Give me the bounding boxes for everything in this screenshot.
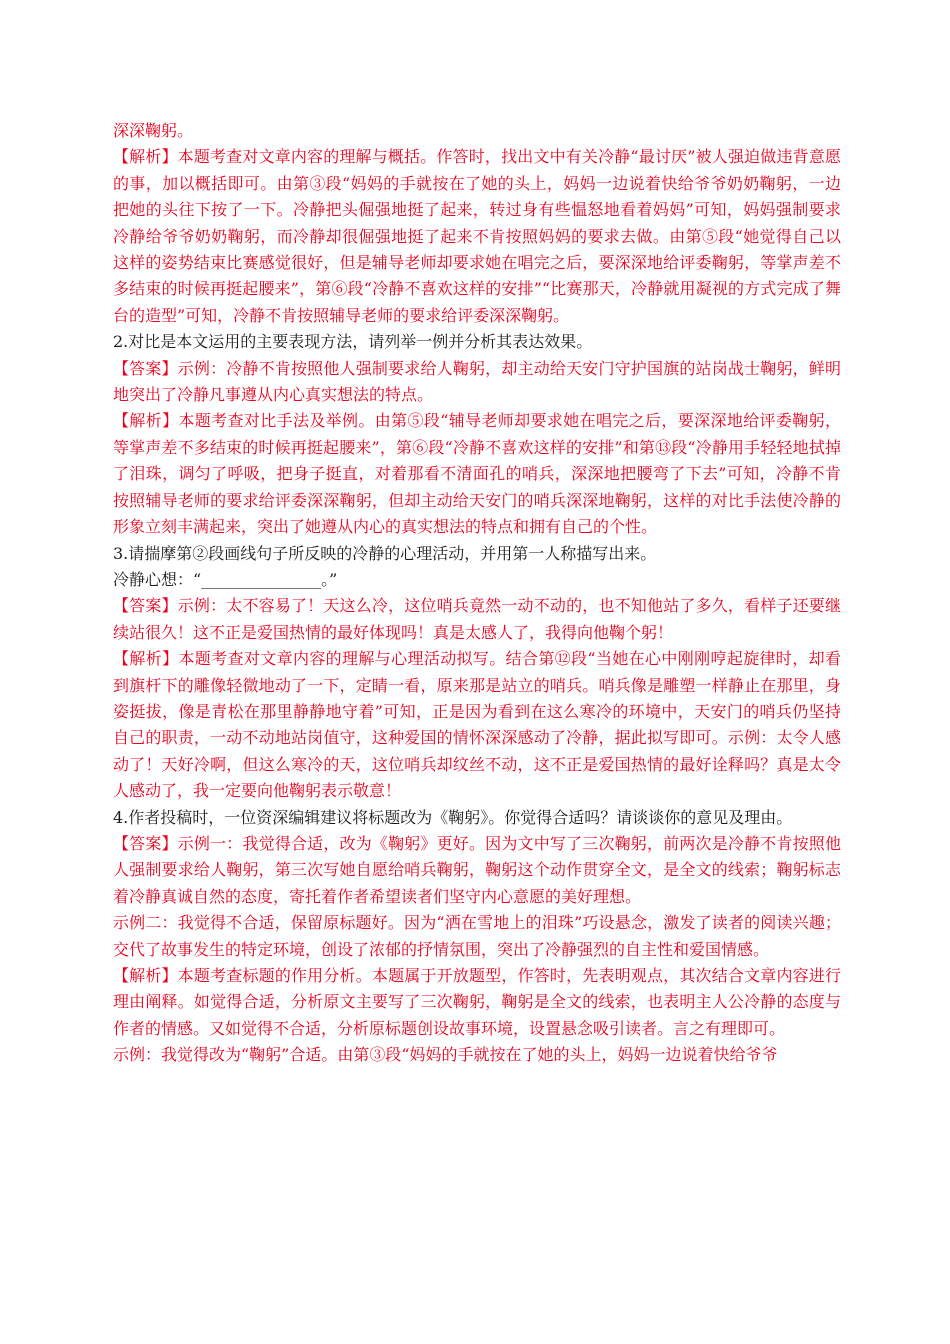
question-2: 2.对比是本文运用的主要表现方法，请列举一例并分析其表达效果。 — [113, 332, 593, 352]
answer-q4-example-2: 示例二：我觉得不合适，保留原标题好。因为“洒在雪地上的泪珠”巧设悬念，激发了读者的阅读兴趣；交代了故事发生的特定环境，创设了浓郁的抒情氛围，突出了冷静强烈的自主性和爱国情感。 — [113, 913, 841, 959]
analysis-q3: 【解析】本题考查对文章内容的理解与心理活动拟写。结合第⑫段“当她在心中刚刚哼起旋律时，却看到旗杆下的雕像轻微地动了一下，定睛一看，原来那是站立的哨兵。哨兵像是雕塑一样静止在那里，身姿挺拔，像是青松在那里静静地守着”可知，正是因为看到在这么寒冷的环境中，天安门的哨兵仍坚持自己的职责，一动不动地站岗值守，这种爱国的情怀深深感动了冷静，据此拟写即可。示例：太令人感动了！天好冷啊，但这么寒冷的天，这位哨兵却纹丝不动，这不正是爱国热情的最好诠释吗？真是太令人感动了，我一定要向他鞠躬表示敬意！ — [113, 649, 841, 801]
answer-continuation: 深深鞠躬。 — [113, 121, 194, 140]
answer-q2: 【答案】示例：冷静不肯按照他人强制要求给人鞠躬，却主动给天安门守护国旗的站岗战士鞠躬，鲜明地突出了冷静凡事遵从内心真实想法的特点。 — [113, 358, 841, 405]
analysis-q1: 【解析】本题考查对文章内容的理解与概括。作答时，找出文中有关冷静“最讨厌”被人强迫做违背意愿的事，加以概括即可。由第③段“妈妈的手就按在了她的头上，妈妈一边说着快给爷爷奶奶鞠躬，一边把她的头往下按了一下。冷静把头倔强地挺了起来，转过身有些愠怒地看着妈妈”可知，妈妈强制要求冷静给爷爷奶奶鞠躬，而冷静却很倔强地挺了起来不肯按照妈妈的要求去做。由第⑤段“她觉得自己以这样的姿势结束比赛感觉很好，但是辅导老师却要求她在唱完之后，要深深地给评委鞠躬，等掌声差不多结束的时候再挺起腰来”，第⑥段“冷静不喜欢这样的安排”“比赛那天，冷静就用凝视的方式完成了舞台的造型”可知，冷静不肯按照辅导老师的要求给评委深深鞠躬。 — [113, 147, 841, 325]
question-3: 3.请揣摩第②段画线句子所反映的冷静的心理活动，并用第一人称描写出来。 — [113, 543, 657, 563]
analysis-q4-example: 示例：我觉得改为“鞠躬”合适。由第③段“妈妈的手就按在了她的头上，妈妈一边说着快给爷爷 — [113, 1045, 778, 1065]
analysis-q2: 【解析】本题考查对比手法及举例。由第⑤段“辅导老师却要求她在唱完之后，要深深地给评委鞠躬，等掌声差不多结束的时候再挺起腰来”，第⑥段“冷静不喜欢这样的安排”和第⑬段“冷静用手轻轻地拭掉了泪珠，调匀了呼吸，把身子挺直，对着那看不清面孔的哨兵，深深地把腰弯了下去”可知，冷静不肯按照辅导老师的要求给评委深深鞠躬，但却主动给天安门的哨兵深深地鞠躬，这样的对比手法使冷静的形象立刻丰满起来，突出了她遵从内心的真实想法的特点和拥有自己的个性。 — [113, 411, 841, 537]
analysis-q4: 【解析】本题考查标题的作用分析。本题属于开放题型，作答时，先表明观点，其次结合文章内容进行理由阐释。如觉得合适，分析原文主要写了三次鞠躬，鞠躬是全文的线索，也表明主人公冷静的态度与作者的情感。又如觉得不合适，分析原标题创设故事环境，设置悬念吸引读者。言之有理即可。 — [113, 966, 841, 1038]
answer-q4-example-1: 【答案】示例一：我觉得合适，改为《鞠躬》更好。因为文中写了三次鞠躬，前两次是冷静不肯按照他人强制要求给人鞠躬，第三次写她自愿给哨兵鞠躬，鞠躬这个动作贯穿全文，是全文的线索；鞠躬标志着冷静真诚自然的态度，寄托着作者希望读者们坚守内心意愿的美好理想。 — [113, 833, 841, 906]
document-page — [113, 118, 841, 1069]
question-4: 4.作者投稿时，一位资深编辑建议将标题改为《鞠躬》。你觉得合适吗？请谈谈你的意见及理由。 — [113, 807, 793, 827]
answer-q3: 【答案】示例：太不容易了！天这么冷，这位哨兵竟然一动不动的，也不知他站了多久，看样子还要继续站很久！这不正是爱国热情的最好体现吗！真是太感人了，我得向他鞠个躬！ — [113, 596, 841, 642]
question-3-blank: 冷静心想：“_______________。” — [113, 569, 338, 589]
